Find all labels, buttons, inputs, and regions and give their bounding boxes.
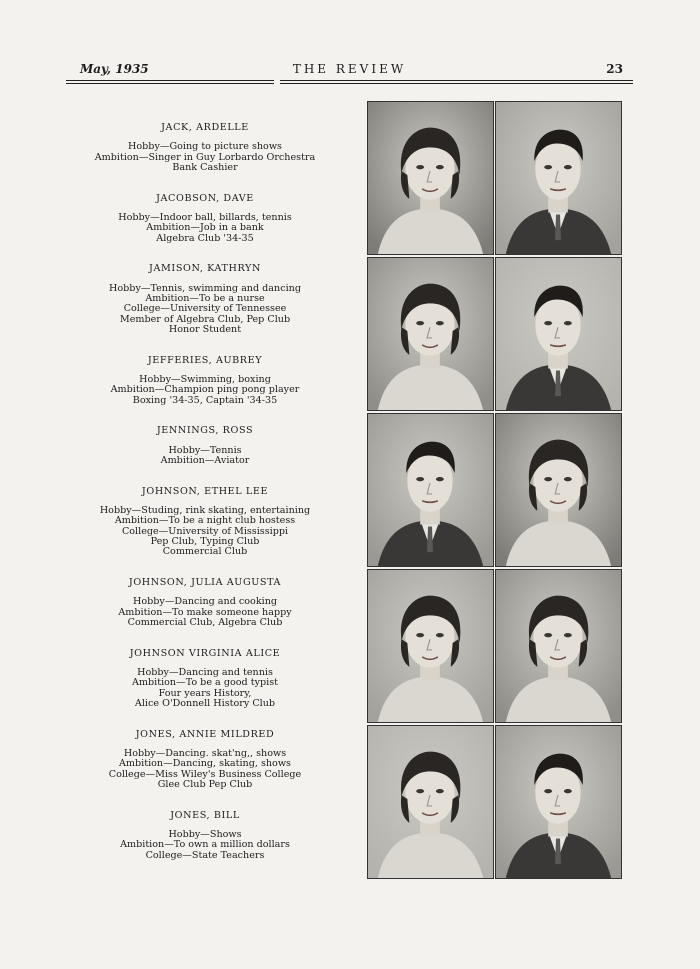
portrait-image [496, 102, 621, 254]
student-detail-line: Hobby—Indoor ball, billards, tennis [118, 211, 292, 223]
portrait-image [368, 570, 493, 722]
portrait-image [368, 258, 493, 410]
portrait-image [496, 258, 621, 410]
portrait-image [368, 102, 493, 254]
issue-date: May, 1935 [80, 62, 149, 76]
page-number: 23 [606, 62, 623, 76]
header-rule-top [66, 80, 633, 81]
student-detail-line: Hobby—Studing, rink skating, entertaining [99, 505, 311, 517]
student-portrait [367, 257, 494, 411]
portrait-grid [367, 101, 622, 879]
publication-title: THE REVIEW [292, 62, 407, 76]
student-name: JOHNSON VIRGINIA ALICE [129, 647, 281, 659]
student-detail-line: Honor Student [168, 323, 242, 335]
student-detail-line: Commercial Club [162, 546, 248, 558]
portrait-image [496, 570, 621, 722]
student-detail-line: Boxing '34-35, Captain '34-35 [132, 394, 278, 406]
student-name: JACK, ARDELLE [161, 122, 249, 133]
page-header [66, 62, 633, 78]
student-detail-line: Ambition—To be a good typist [132, 677, 278, 689]
student-entry [60, 811, 350, 861]
student-detail-line: Member of Algebra Club, Pep Club [119, 313, 291, 325]
student-detail-line: Ambition—To own a million dollars [120, 839, 290, 851]
student-portrait [495, 257, 622, 411]
student-name: JAMISON, KATHRYN [149, 263, 261, 275]
student-entry [60, 730, 350, 790]
portrait-image [368, 414, 493, 566]
portrait-image [496, 726, 621, 878]
student-name: JONES, ANNIE MILDRED [135, 728, 275, 740]
student-detail-line: College—State Teachers [145, 849, 265, 861]
student-entry [60, 264, 350, 335]
portrait-image [496, 414, 621, 566]
student-detail-line: Ambition—Aviator [160, 454, 250, 466]
student-portrait [495, 413, 622, 567]
student-portrait [495, 569, 622, 723]
student-entry [60, 487, 350, 558]
student-entry [60, 578, 350, 628]
portrait-image [368, 726, 493, 878]
student-portrait [367, 101, 494, 255]
student-detail-line: Four years History, [158, 687, 252, 699]
student-entry [60, 649, 350, 709]
header-rule-bottom [66, 83, 633, 84]
student-portrait [495, 101, 622, 255]
student-portrait [367, 569, 494, 723]
student-entry [60, 356, 350, 406]
student-portrait [367, 413, 494, 567]
student-detail-line: College—University of Tennessee [123, 303, 287, 315]
student-name: JEFFERIES, AUBREY [147, 354, 263, 366]
student-detail-line: Ambition—To be a nurse [145, 292, 265, 304]
student-detail-line: College—Miss Wiley's Business College [108, 768, 302, 780]
student-detail-line: Pep Club, Typing Club [150, 535, 260, 547]
student-detail-line: Hobby—Going to picture shows [128, 141, 282, 153]
student-detail-line: Hobby—Dancing and tennis [137, 667, 273, 678]
student-detail-line: Hobby—Swimming, boxing [139, 373, 271, 385]
student-detail-line: Hobby—Shows [168, 828, 242, 840]
student-detail-line: Commercial Club, Algebra Club [127, 616, 283, 628]
student-detail-line: Ambition—Dancing, skating, shows [119, 758, 291, 770]
student-name: JOHNSON, JULIA AUGUSTA [128, 577, 282, 589]
student-entry [60, 194, 350, 244]
student-detail-line: Alice O'Donnell History Club [134, 697, 276, 709]
student-entry [60, 426, 350, 466]
student-portrait [367, 725, 494, 879]
student-entry [60, 123, 350, 173]
student-detail-line: Glee Club Pep Club [157, 778, 253, 790]
student-detail-line: Ambition—Singer in Guy Lorbardo Orchestra [94, 151, 316, 163]
student-name: JONES, BILL [170, 809, 240, 821]
student-detail-line: Ambition—To be a night club hostess [114, 515, 296, 527]
student-detail-line: College—University of Mississippi [121, 525, 289, 537]
student-detail-line: Hobby—Dancing. skat'ng,, shows [123, 747, 287, 759]
student-detail-line: Ambition—To make someone happy [118, 606, 292, 618]
student-detail-line: Hobby—Tennis, swimming and dancing [109, 282, 301, 294]
student-name: JACOBSON, DAVE [156, 192, 254, 204]
student-portrait [495, 725, 622, 879]
student-detail-line: Hobby—Dancing and cooking [132, 596, 278, 608]
student-detail-line: Bank Cashier [172, 161, 238, 173]
student-detail-line: Ambition—Champion ping pong player [110, 384, 300, 396]
student-entries [60, 123, 350, 881]
student-detail-line: Ambition—Job in a bank [146, 222, 264, 234]
student-detail-line: Algebra Club '34-35 [156, 232, 254, 244]
student-name: JOHNSON, ETHEL LEE [141, 485, 269, 497]
student-name: JENNINGS, ROSS [156, 425, 254, 437]
student-detail-line: Hobby—Tennis [168, 444, 242, 456]
